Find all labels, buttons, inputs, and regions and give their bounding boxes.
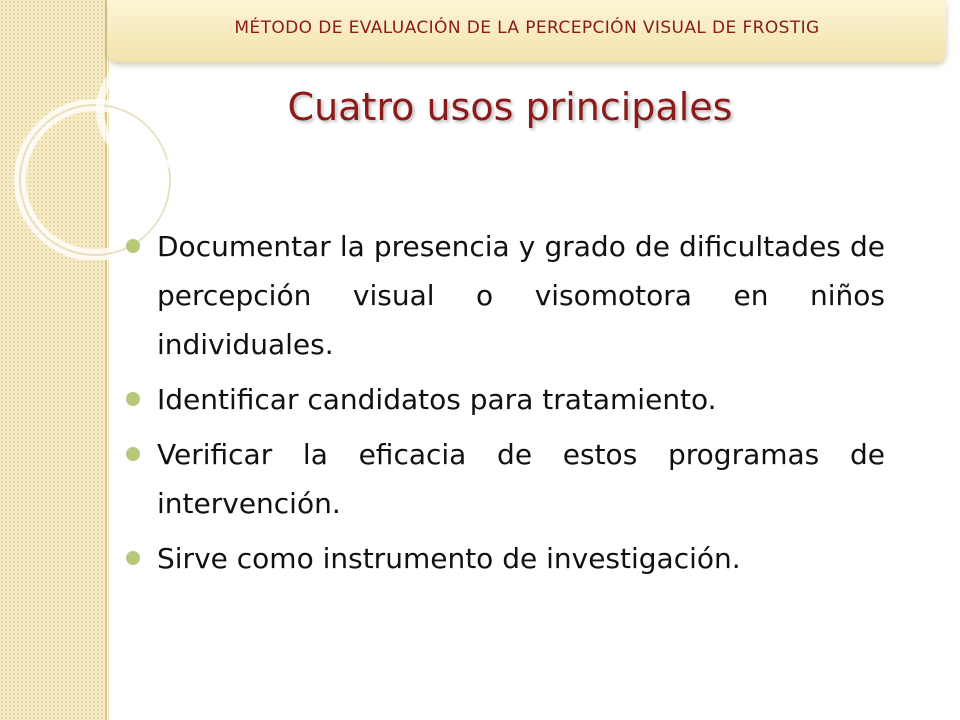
bullet-item — [157, 222, 885, 369]
bullet-text: Sirve como instrumento de investigación. — [157, 542, 741, 575]
bullet-dot-icon — [126, 239, 140, 253]
bullet-dot-icon — [126, 551, 140, 565]
bullet-item — [157, 375, 885, 424]
bullet-item — [157, 430, 885, 528]
bullet-dot-icon — [126, 447, 140, 461]
slide-title: Cuatro usos principales — [287, 85, 733, 129]
header-banner — [108, 0, 946, 62]
bullet-text: Identificar candidatos para tratamiento. — [157, 383, 717, 416]
bullet-list — [157, 222, 885, 589]
bullet-dot-icon — [126, 392, 140, 406]
bullet-text: Verificar la eficacia de estos programas de intervención. — [157, 438, 885, 520]
bullet-text: Documentar la presencia y grado de dificultades de percepción visual o visomotora en niños individuales. — [157, 230, 885, 361]
bullet-item — [157, 534, 885, 583]
header-text: MÉTODO DE EVALUACIÓN DE LA PERCEPCIÓN VISUAL DE FROSTIG — [234, 18, 820, 38]
